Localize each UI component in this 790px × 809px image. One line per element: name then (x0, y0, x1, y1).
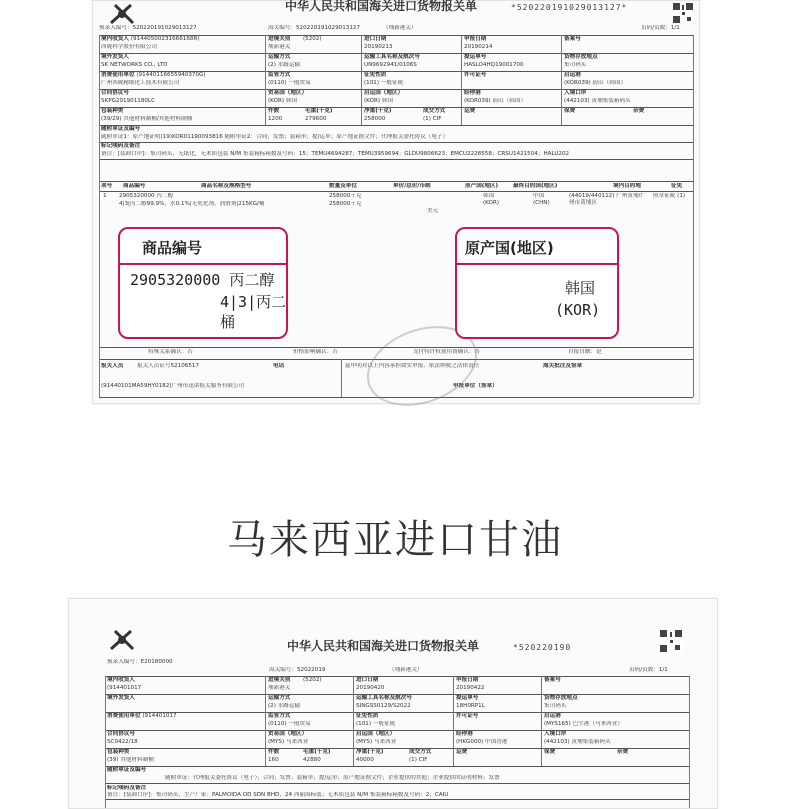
marks-label: 标记唛码及备注 (107, 785, 147, 791)
attached-docs-value: 随附单证：代理报关委托协议（电子）；合同；发票；装箱单；提/运单；原产地证据文件；企业提供的其他；企业提供的证明材料；发票 (165, 775, 500, 781)
goods-domestic-destination: (44019/440112) 广州黄埔/广州市黄埔区 (569, 193, 647, 206)
customs-office: （埔新港关） (383, 25, 417, 31)
goods-commodity-name: 丙二醇 (156, 193, 174, 199)
callout-origin-country-line1: 韩国 (565, 279, 596, 297)
royalty-confirm: 支付特许权使用费确认：否 (413, 349, 481, 355)
callout-commodity-code-line1: 2905320000 丙二醇 (130, 271, 275, 289)
entry-port-label: 入境口岸 (564, 90, 587, 96)
goods-currency: 美元 (427, 208, 439, 214)
goods-spec: 4|3|丙二醇99.9%，水0.1%|无乳化剂，润滑剂|215KG/桶 (119, 201, 265, 207)
callout-commodity-code-line3: 桶 (220, 313, 236, 331)
consumer-code: (914401017 (142, 713, 177, 719)
trade-terms-value: (1) CIF (409, 757, 428, 763)
package-value: (39/29) 其他材料制桶/其他材料制桶 (101, 116, 193, 122)
pieces-label: 件数 (268, 749, 280, 755)
transport-value: (2) 水路运输 (268, 62, 301, 68)
customs-port-value: 埔新港关 (268, 44, 291, 50)
contract-label: 合同协议号 (101, 90, 129, 96)
callout-origin-country-line2: (KOR) (555, 301, 601, 319)
tax-nature-label: 征免性质 (356, 713, 379, 719)
license-label: 许可证号 (464, 72, 487, 78)
col-domestic-destination: 境内目的地 (613, 183, 641, 189)
col-quantity: 数量及单位 (329, 183, 357, 189)
qr-code-icon (659, 629, 683, 653)
declare-date: 20190214 (464, 44, 493, 50)
regulation-value: (0110) 一般贸易 (268, 721, 311, 727)
freight-label: 运费 (456, 749, 468, 755)
trade-country-label: 贸易国（地区） (268, 731, 308, 737)
goods-place-value: 集司码头 (564, 62, 587, 68)
gross-weight-label: 毛重(千克) (305, 108, 333, 114)
contract-label: 合同协议号 (107, 731, 135, 737)
origin-country-value: (MYS) 马来西亚 (356, 739, 397, 745)
declare-unit-code: (91440101MA59HY0182) (101, 383, 172, 389)
pre-entry-number: 预录入编号：520220191029013127 (99, 25, 197, 31)
trade-terms-value: (1) CIF (423, 116, 442, 122)
gross-weight-value: 42880 (303, 757, 321, 763)
qr-code-icon (672, 2, 694, 24)
col-item-no: 项号 (101, 183, 113, 189)
entry-port-label: 入境口岸 (544, 731, 567, 737)
declare-unit-sign-label: 申报单位（签章） (453, 383, 498, 389)
consumer-label: 消费使用单位 (107, 713, 141, 719)
insurance-label: 保费 (564, 108, 576, 114)
origin-country-label: 启运国（地区） (356, 731, 396, 737)
customs-remark-label: 海关批注及签章 (543, 363, 583, 369)
self-declare-confirm: 自报自缴：是 (568, 349, 602, 355)
import-date: 20190420 (356, 685, 385, 691)
goods-place-label: 货物存放地点 (544, 695, 578, 701)
marks-value: 备注：[装卸口岸]：集司码头，生产厂家：PALMOIDA OD SDN BHD，24 西丽海标装；无木质包装 N/M 集装箱标箱数及号码：2；CAIU (107, 792, 449, 798)
departure-port-label: 启运港 (564, 72, 581, 78)
customs-emblem-icon (107, 629, 137, 651)
declare-date-label: 申报日期 (464, 36, 487, 42)
goods-commodity-code: 2905320000 (119, 193, 155, 199)
via-port-value: (KOR039) 蔚山（韩国） (464, 98, 527, 104)
price-impact-confirm: 价格影响确认：否 (293, 349, 338, 355)
trade-country-value: (MYS) 马来西亚 (268, 739, 309, 745)
misc-fee-label: 杂费 (633, 108, 645, 114)
customs-port-code: (5202) (303, 677, 322, 683)
goods-destination: 中国 (CHN) (533, 193, 550, 206)
regulation-label: 监管方式 (268, 713, 291, 719)
shipper-label: 境外发货人 (101, 54, 129, 60)
vessel-label: 运输工具名称及航次号 (364, 54, 420, 60)
goods-place-label: 货物存放地点 (564, 54, 598, 60)
gross-weight-value: 279600 (305, 116, 327, 122)
transport-value: (2) 水路运输 (268, 703, 301, 709)
insurance-label: 保费 (544, 749, 556, 755)
marks-label: 标记唛码及备注 (101, 143, 141, 149)
goods-tax-exempt: 照章征税 (1) (653, 193, 686, 199)
barcode-number: *520220190 (513, 643, 572, 652)
departure-port-value: (MYS165) 巴生港（马来西亚） (544, 721, 623, 727)
tax-nature-value: (101) 一般征税 (364, 80, 404, 86)
import-date-label: 进口日期 (356, 677, 379, 683)
goods-quantity-2: 258000千克 (329, 201, 362, 207)
trade-terms-label: 成交方式 (409, 749, 432, 755)
package-label: 包装种类 (101, 108, 124, 114)
consignee-name: 西陇科学股份有限公司 (101, 44, 157, 50)
col-commodity-name: 商品名称及规格型号 (201, 183, 252, 189)
attached-docs-label: 随附单证及编号 (107, 767, 147, 773)
goods-origin: 韩国 (KOR) (483, 193, 500, 206)
bill-of-lading-value: HASLO4HQ19001700 (464, 62, 524, 68)
special-relation-confirm: 特殊关系确认：否 (148, 349, 193, 355)
import-date: 20190213 (364, 44, 393, 50)
attached-docs-label: 随附单证及编号 (101, 126, 141, 132)
contract-value: SC0422/18 (107, 739, 138, 745)
via-port-label: 经停港 (464, 90, 481, 96)
gross-weight-label: 毛重(千克) (303, 749, 331, 755)
declarant-value: 报关人员证号52106517 (137, 363, 200, 369)
col-commodity-code: 商品编号 (123, 183, 146, 189)
customs-declaration-1 (92, 0, 700, 404)
license-label: 许可证号 (456, 713, 479, 719)
col-destination-country: 最终目的国(地区) (513, 183, 558, 189)
departure-port-label: 启运港 (544, 713, 561, 719)
vessel-value: UN9692941/0106S (364, 62, 417, 68)
transport-label: 运输方式 (268, 54, 291, 60)
net-weight-value: 258000 (364, 116, 386, 122)
consumer-code: (91440116655940370G) (136, 72, 206, 78)
goods-quantity-1: 258000千克 (329, 193, 362, 199)
callout-commodity-code-line2: 4|3|丙二 (220, 293, 287, 311)
customs-port-label: 进境关别 (268, 36, 291, 42)
freight-label: 运费 (464, 108, 476, 114)
net-weight-value: 40000 (356, 757, 374, 763)
origin-country-value: (KOR) 韩国 (364, 98, 393, 104)
consignee-code: (91440500231666168R) (130, 36, 200, 42)
misc-fee-label: 杂费 (617, 749, 629, 755)
barcode-number: *520220191029013127* (511, 3, 628, 12)
consumer-label: 消费使用单位 (101, 72, 135, 78)
net-weight-label: 净重(千克) (364, 108, 392, 114)
customs-port-code: (5202) (303, 36, 322, 42)
customs-office: （埔新港关） (389, 667, 423, 673)
customs-port-label: 进境关别 (268, 677, 291, 683)
document-title: 中华人民共和国海关进口货物报关单 (285, 0, 478, 13)
callout-origin-country-header: 原产国(地区) (457, 229, 617, 265)
goods-item-no: 1 (103, 193, 107, 199)
vessel-label: 运输工具名称及航次号 (356, 695, 412, 701)
bill-of-lading-label: 提运单号 (464, 54, 487, 60)
tax-nature-label: 征免性质 (364, 72, 387, 78)
package-value: (39) 其他材料制桶 (107, 757, 154, 763)
entry-port-value: (442103) 黄埔集装箱码头 (544, 739, 611, 745)
regulation-label: 监管方式 (268, 72, 291, 78)
col-price: 单价/总价/币制 (393, 183, 431, 189)
callout-commodity-code (118, 227, 288, 339)
package-label: 包装种类 (107, 749, 130, 755)
customs-port-value: 埔新港关 (268, 685, 291, 691)
departure-port-value: (KOR039) 蔚山（韩国） (564, 80, 627, 86)
col-origin-country: 原产国(地区) (465, 183, 499, 189)
transport-label: 运输方式 (268, 695, 291, 701)
pieces-value: 160 (268, 757, 279, 763)
document-title: 中华人民共和国海关进口货物报关单 (287, 639, 480, 653)
col-tax-exempt: 征免 (671, 183, 683, 189)
declare-date-label: 申报日期 (456, 677, 479, 683)
record-number-label: 备案号 (544, 677, 561, 683)
page-count: 页码/页数：1/1 (629, 667, 668, 673)
phone-label: 电话 (273, 363, 285, 369)
goods-place-value: 集司码头 (544, 703, 567, 709)
pieces-label: 件数 (268, 108, 280, 114)
shipper-label: 境外发货人 (107, 695, 135, 701)
origin-country-label: 启运国（地区） (364, 90, 404, 96)
customs-number: 海关编号：520220191029013127 (268, 25, 361, 31)
section-caption: 马来西亚进口甘油 (227, 517, 563, 563)
shipper-name: SK NETWORKS CO., LTD (101, 62, 168, 68)
entry-port-value: (442103) 黄埔集装箱码头 (564, 98, 631, 104)
record-number-label: 备案号 (564, 36, 581, 42)
page-count: 页码/页数：1/1 (641, 25, 680, 31)
vessel-value: SINGSS0129/S2022 (356, 703, 411, 709)
contract-value: SKPG201901180LC (101, 98, 155, 104)
customs-emblem-icon (107, 3, 137, 25)
import-date-label: 进口日期 (364, 36, 387, 42)
bill-of-lading-value: 18H0RP1L (456, 703, 485, 709)
trade-country-label: 贸易国（地区） (268, 90, 308, 96)
trade-country-value: (KOR) 韩国 (268, 98, 297, 104)
declarant-statement: 兹申明对以上内容承担如实申报、依法纳税之法律责任 (345, 363, 480, 369)
callout-commodity-code-header: 商品编号 (120, 229, 286, 265)
declare-date: 20190422 (456, 685, 485, 691)
attached-docs-value: 随附单证1：原产地证明(19)KOR01190093816 随附单证2：合同；发票；装箱单；提/运单；原产地证据文件；代理报关委托协议（电子） (101, 134, 449, 140)
regulation-value: (0110) 一般贸易 (268, 80, 311, 86)
customs-number: 海关编号：52022019 (269, 667, 326, 673)
declare-unit-name: 广州市迅诺报关服务有限公司 (171, 383, 245, 389)
consumer-name: 广州西陇精细化工技术有限公司 (101, 80, 180, 86)
via-port-label: 经停港 (456, 731, 473, 737)
marks-value: 备注：[装卸口岸]：集司码头，无纸化，无木质包装 N/M 集装箱标箱数及号码：15；TEMU4694287；TEMU3959694；GLDU9806623；EMCU2228558；CRSU1421504；HALU202 (101, 151, 570, 157)
net-weight-label: 净重(千克) (356, 749, 384, 755)
customs-declaration-2 (68, 598, 718, 809)
consignee-label: 境内收货人 (107, 677, 135, 683)
bill-of-lading-label: 提运单号 (456, 695, 479, 701)
consignee-code: (914401017 (107, 685, 142, 691)
consignee-label: 境内收货人 (101, 36, 129, 42)
tax-nature-value: (101) 一般征税 (356, 721, 396, 727)
pre-entry-number: 预录入编号：E20180000 (107, 659, 173, 665)
via-port-value: (HKG000) 中国香港 (456, 739, 508, 745)
callout-origin-country (455, 227, 619, 339)
trade-terms-label: 成交方式 (423, 108, 446, 114)
pieces-value: 1200 (268, 116, 283, 122)
declarant-label: 报关人员 (101, 363, 124, 369)
